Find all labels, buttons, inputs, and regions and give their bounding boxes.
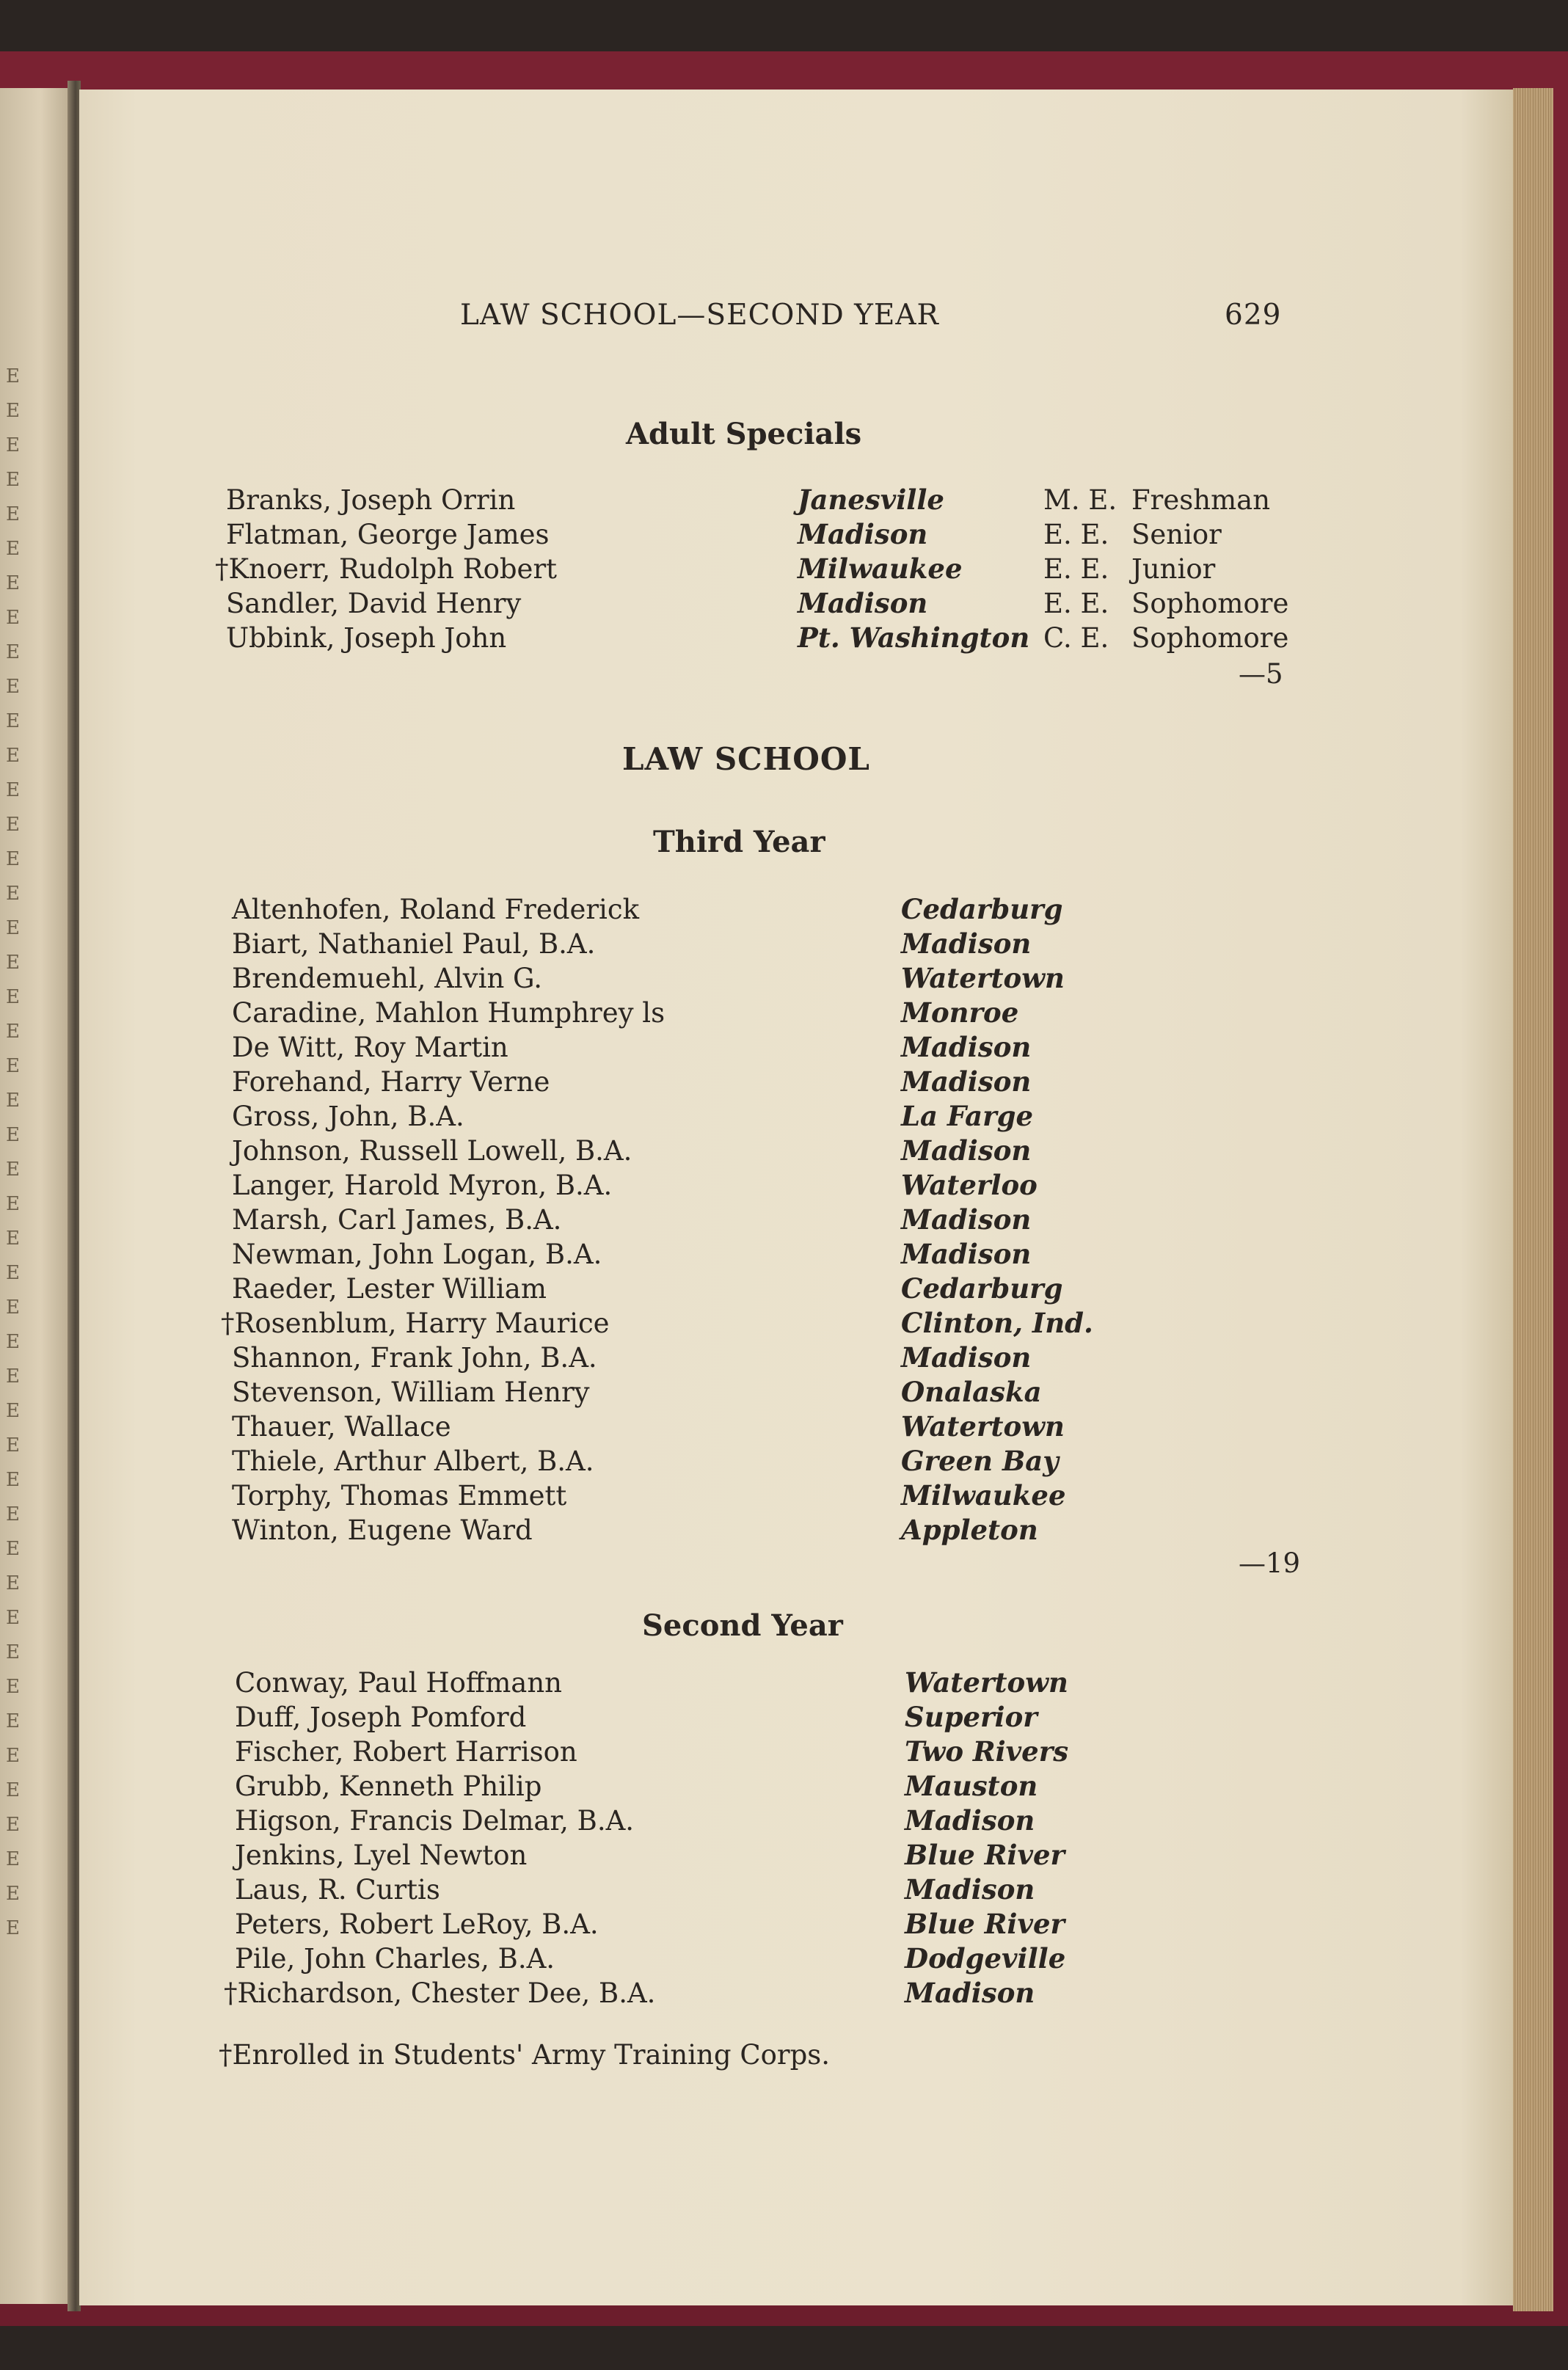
list-item-name: Thauer, Wallace	[232, 1411, 451, 1443]
margin-mark: E	[6, 1159, 20, 1181]
adult-specials-courses	[1043, 483, 1117, 655]
list-item-name: Sandler, David Henry	[226, 588, 522, 619]
second-year-names	[224, 1666, 656, 2010]
third-year-names	[221, 892, 666, 1547]
list-item-name: Forehand, Harry Verne	[232, 1066, 550, 1098]
margin-mark: E	[6, 1469, 20, 1491]
list-item-name: Raeder, Lester William	[232, 1273, 547, 1305]
list-item-town: Janesville	[798, 484, 944, 516]
list-item-town: Mauston	[905, 1770, 1038, 1802]
list-item-name: Torphy, Thomas Emmett	[232, 1480, 567, 1512]
list-item-name: †Rosenblum, Harry Maurice	[221, 1308, 610, 1339]
margin-mark: E	[6, 1607, 20, 1629]
page-number: 629	[1225, 299, 1282, 332]
margin-mark: E	[6, 883, 20, 905]
second-year-towns	[905, 1666, 1068, 2010]
list-item-town: Superior	[905, 1701, 1038, 1733]
margin-mark: E	[6, 1400, 20, 1422]
margin-mark: E	[6, 365, 20, 387]
list-item-name: Winton, Eugene Ward	[232, 1514, 533, 1546]
list-item-town: Cedarburg	[901, 1272, 1063, 1305]
margin-mark: E	[6, 917, 20, 939]
adult-specials-heading: Adult Specials	[626, 417, 862, 451]
list-item-town: Madison	[901, 1031, 1032, 1063]
list-item-class: Sophomore	[1131, 622, 1289, 654]
running-title: LAW SCHOOL—SECOND YEAR	[460, 299, 939, 332]
list-item-town: Blue River	[905, 1839, 1065, 1871]
list-item-town: Dodgeville	[905, 1942, 1066, 1975]
footnote: †Enrolled in Students' Army Training Corps.	[219, 2039, 831, 2071]
list-item-town: Two Rivers	[905, 1735, 1069, 1768]
list-item-name: Gross, John, B.A.	[232, 1101, 464, 1132]
list-item-name: Grubb, Kenneth Philip	[235, 1771, 542, 1802]
margin-mark: E	[6, 1124, 20, 1146]
adult-specials-classes	[1131, 483, 1288, 655]
list-item-town: Green Bay	[901, 1445, 1059, 1477]
margin-mark: E	[6, 1572, 20, 1594]
margin-mark: E	[6, 1538, 20, 1560]
margin-mark: E	[6, 1917, 20, 1939]
margin-mark: E	[6, 1503, 20, 1525]
list-item-name: Ubbink, Joseph John	[226, 622, 507, 654]
adult-specials-total: —5	[1239, 658, 1283, 690]
margin-mark: E	[6, 1090, 20, 1112]
list-item-class: Senior	[1131, 519, 1222, 550]
margin-mark: E	[6, 1676, 20, 1698]
list-item-course: E. E.	[1043, 588, 1109, 619]
margin-mark: E	[6, 1021, 20, 1043]
list-item-course: M. E.	[1043, 484, 1117, 516]
list-item-town: Madison	[905, 1804, 1035, 1837]
list-item-town: Cedarburg	[901, 893, 1063, 925]
margin-mark: E	[6, 779, 20, 801]
margin-mark: E	[6, 986, 20, 1008]
list-item-town: Madison	[901, 1238, 1032, 1270]
list-item-name: Jenkins, Lyel Newton	[235, 1840, 528, 1871]
list-item-town: Madison	[901, 1065, 1032, 1098]
list-item-name: Pile, John Charles, B.A.	[235, 1943, 555, 1975]
margin-mark: E	[6, 434, 20, 456]
list-item-town: Madison	[905, 1977, 1035, 2009]
margin-mark: E	[6, 400, 20, 422]
list-item-name: Laus, R. Curtis	[235, 1874, 440, 1906]
list-item-name: Stevenson, William Henry	[232, 1377, 590, 1408]
margin-mark: E	[6, 572, 20, 594]
margin-mark: E	[6, 1745, 20, 1767]
list-item-name: Fischer, Robert Harrison	[235, 1736, 577, 1768]
list-item-name: Higson, Francis Delmar, B.A.	[235, 1805, 635, 1837]
margin-mark: E	[6, 1055, 20, 1077]
list-item-course: E. E.	[1043, 519, 1109, 550]
list-item-name: Flatman, George James	[226, 519, 550, 550]
margin-mark: E	[6, 745, 20, 767]
margin-mark: E	[6, 1779, 20, 1801]
margin-mark: E	[6, 814, 20, 836]
margin-mark: E	[6, 1297, 20, 1319]
third-year-heading: Third Year	[653, 825, 825, 859]
list-item-town: Madison	[901, 927, 1032, 960]
margin-mark: E	[6, 676, 20, 698]
margin-mark: E	[6, 607, 20, 629]
list-item-name: Branks, Joseph Orrin	[226, 484, 516, 516]
margin-mark: E	[6, 1262, 20, 1284]
margin-mark: E	[6, 503, 20, 525]
list-item-town: Madison	[901, 1134, 1032, 1167]
list-item-class: Junior	[1131, 553, 1216, 585]
margin-mark: E	[6, 1641, 20, 1663]
margin-mark: E	[6, 1434, 20, 1456]
margin-mark: E	[6, 952, 20, 974]
list-item-name: De Witt, Roy Martin	[232, 1032, 508, 1063]
list-item-town: Monroe	[901, 996, 1019, 1029]
margin-mark: E	[6, 1228, 20, 1250]
list-item-name: Conway, Paul Hoffmann	[235, 1667, 563, 1699]
list-item-town: Madison	[798, 518, 928, 550]
list-item-course: C. E.	[1043, 622, 1109, 654]
margin-mark: E	[6, 1883, 20, 1905]
list-item-town: Watertown	[901, 962, 1065, 994]
list-item-town: Watertown	[905, 1666, 1068, 1699]
left-page-margin-marks	[6, 360, 28, 1946]
list-item-name: Johnson, Russell Lowell, B.A.	[232, 1135, 632, 1167]
second-year-heading: Second Year	[642, 1608, 843, 1643]
margin-mark: E	[6, 1710, 20, 1732]
list-item-name: Langer, Harold Myron, B.A.	[232, 1170, 613, 1201]
list-item-name: Caradine, Mahlon Humphrey ls	[232, 997, 666, 1029]
margin-mark: E	[6, 1331, 20, 1353]
list-item-class: Sophomore	[1131, 588, 1289, 619]
list-item-name: Shannon, Frank John, B.A.	[232, 1342, 597, 1374]
list-item-name: †Knoerr, Rudolph Robert	[215, 553, 558, 585]
list-item-name: Marsh, Carl James, B.A.	[232, 1204, 562, 1236]
list-item-name: †Richardson, Chester Dee, B.A.	[224, 1977, 656, 2009]
list-item-name: Altenhofen, Roland Frederick	[232, 894, 639, 925]
margin-mark: E	[6, 710, 20, 732]
list-item-town: Appleton	[901, 1514, 1038, 1546]
list-item-town: Watertown	[901, 1410, 1065, 1443]
list-item-name: Peters, Robert LeRoy, B.A.	[235, 1908, 599, 1940]
list-item-course: E. E.	[1043, 553, 1109, 585]
list-item-town: Milwaukee	[901, 1479, 1066, 1512]
margin-mark: E	[6, 1193, 20, 1215]
list-item-name: Thiele, Arthur Albert, B.A.	[232, 1445, 594, 1477]
third-year-towns	[901, 892, 1093, 1547]
list-item-class: Freshman	[1131, 484, 1271, 516]
list-item-town: Madison	[905, 1873, 1035, 1906]
list-item-town: Clinton, Ind.	[901, 1307, 1093, 1339]
list-item-name: Newman, John Logan, B.A.	[232, 1239, 602, 1270]
adult-specials-towns	[798, 483, 1029, 655]
margin-mark: E	[6, 848, 20, 870]
law-school-heading: LAW SCHOOL	[622, 741, 870, 777]
margin-mark: E	[6, 538, 20, 560]
third-year-total: —19	[1239, 1547, 1301, 1579]
list-item-name: Biart, Nathaniel Paul, B.A.	[232, 928, 596, 960]
margin-mark: E	[6, 1848, 20, 1870]
list-item-name: Brendemuehl, Alvin G.	[232, 963, 543, 994]
list-item-name: Duff, Joseph Pomford	[235, 1702, 527, 1733]
adult-specials-names	[215, 483, 558, 655]
list-item-town: Milwaukee	[798, 553, 963, 585]
list-item-town: Madison	[901, 1203, 1032, 1236]
list-item-town: Blue River	[905, 1908, 1065, 1940]
list-item-town: Madison	[901, 1341, 1032, 1374]
list-item-town: Madison	[798, 587, 928, 619]
margin-mark: E	[6, 1814, 20, 1836]
list-item-town: Waterloo	[901, 1169, 1038, 1201]
page-edges	[1513, 88, 1553, 2311]
margin-mark: E	[6, 641, 20, 663]
list-item-town: Pt. Washington	[798, 621, 1030, 654]
list-item-town: Onalaska	[901, 1376, 1042, 1408]
list-item-town: La Farge	[901, 1100, 1033, 1132]
margin-mark: E	[6, 1366, 20, 1388]
margin-mark: E	[6, 469, 20, 491]
